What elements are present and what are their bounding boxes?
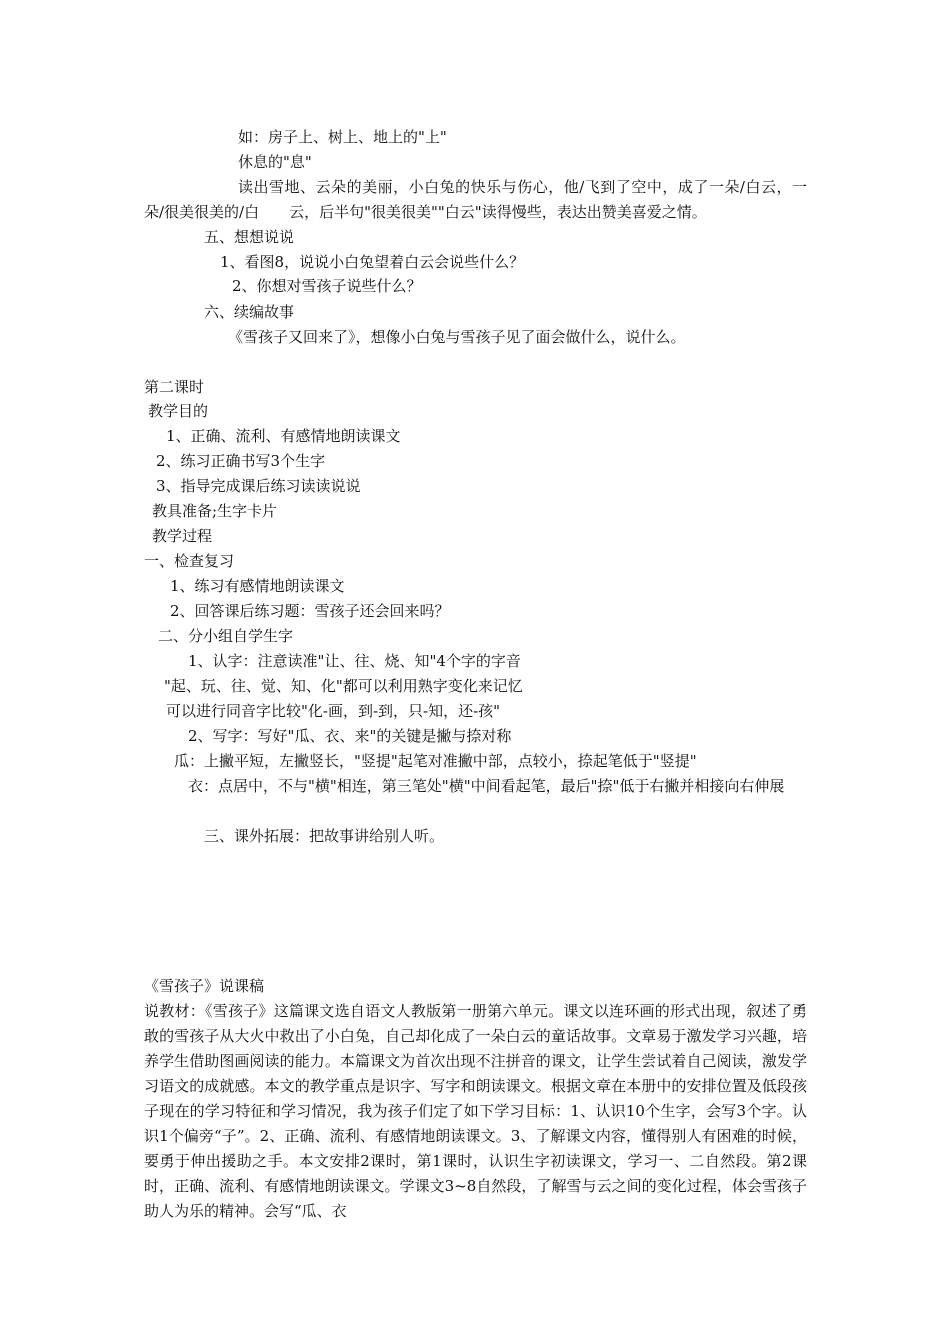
lesson2-title: 第二课时: [144, 378, 205, 396]
example-shang: 如：房子上、树上、地上的"上": [238, 128, 447, 146]
shuoke-title: 《雪孩子》说课稿: [144, 977, 265, 995]
step1-item2: 2、回答课后练习题：雪孩子还会回来吗？: [170, 602, 450, 620]
step2-item1: 1、认字：注意读准"让、往、烧、知"4个字的字音: [188, 652, 521, 670]
section5-item1: 1、看图8，说说小白兔望着白云会说些什么？: [220, 253, 525, 271]
shuoke-body: 说教材：《雪孩子》这篇课文选自语文人教版第一册第六单元。课文以连环画的形式出现，叙述了勇敢的雪孩子从大火中救出了小白兔，自己却化成了一朵白云的童话故事。文章易于激发学习兴趣，培养学生借助图画阅读的能力。本篇课文为首次出现不注拼音的课文，让学生尝试着自己阅读，激发学习语文的成就感。本文的教学重点是识字、写字和朗读课文。根据文章在本册中的安排位置及低段孩子现在的学习特征和学习情况，我为孩子们定了如下学习目标：1、认识10个生字，会写3个字。认识1个偏旁“子”。2、正确、流利、有感情地朗读课文。3、了解课文内容，懂得别人有困难的时候，要勇于伸出援助之手。本文安排2课时，第1课时，认识生字初读课文，学习一、二自然段。第2课时，正确、流利、有感情地朗读课文。学课文3~8自然段，了解雪与云之间的变化过程，体会雪孩子助人为乐的精神。会写“瓜、衣: [144, 1002, 807, 1220]
step2-item2: 2、写字：写好"瓜、衣、来"的关键是撇与捺对称: [188, 727, 512, 745]
step2-item1-note1: "起、玩、往、觉、知、化"都可以利用熟字变化来记忆: [164, 677, 523, 695]
process-heading: 教学过程: [152, 527, 213, 545]
section5-title: 五、想想说说: [204, 228, 295, 246]
step2-title: 二、分小组自学生字: [158, 627, 294, 645]
step1-title: 一、检查复习: [144, 552, 235, 570]
step1-item1: 1、练习有感情地朗读课文: [170, 577, 345, 595]
step2-gua-note: 瓜：上撇平短，左撇竖长，"竖提"起笔对准撇中部，点较小，捺起笔低于"竖提": [174, 752, 697, 770]
step3-title: 三、课外拓展：把故事讲给别人听。: [204, 827, 445, 845]
step2-yi-note: 衣：点居中，不与"横"相连，第三笔处"横"中间看起笔，最后"捺"低于右撇并相接向右伸展: [188, 777, 785, 795]
example-xi: 休息的"息": [238, 153, 312, 171]
reading-guide-paragraph: 读出雪地、云朵的美丽，小白兔的快乐与伤心，他/飞到了空中，成了一朵/白云，一朵/很美很美的/白 云，后半句"很美很美""白云"读得慢些，表达出赞美喜爱之情。: [144, 178, 807, 221]
teaching-prep: 教具准备;生字卡片: [152, 502, 278, 520]
step2-item1-note2: 可以进行同音字比较"化-画，到-到，只-知，还-孩": [166, 702, 501, 720]
goals-heading: 教学目的: [148, 402, 209, 420]
goal-item-3: 3、指导完成课后练习读读说说: [156, 477, 361, 495]
section6-body: 《雪孩子又回来了》，想像小白兔与雪孩子见了面会做什么，说什么。: [228, 328, 686, 346]
goal-item-2: 2、练习正确书写3个生字: [156, 452, 326, 470]
section6-title: 六、续编故事: [204, 303, 295, 321]
section5-item2: 2、你想对雪孩子说些什么？: [232, 277, 422, 295]
goal-item-1: 1、正确、流利、有感情地朗读课文: [166, 427, 401, 445]
